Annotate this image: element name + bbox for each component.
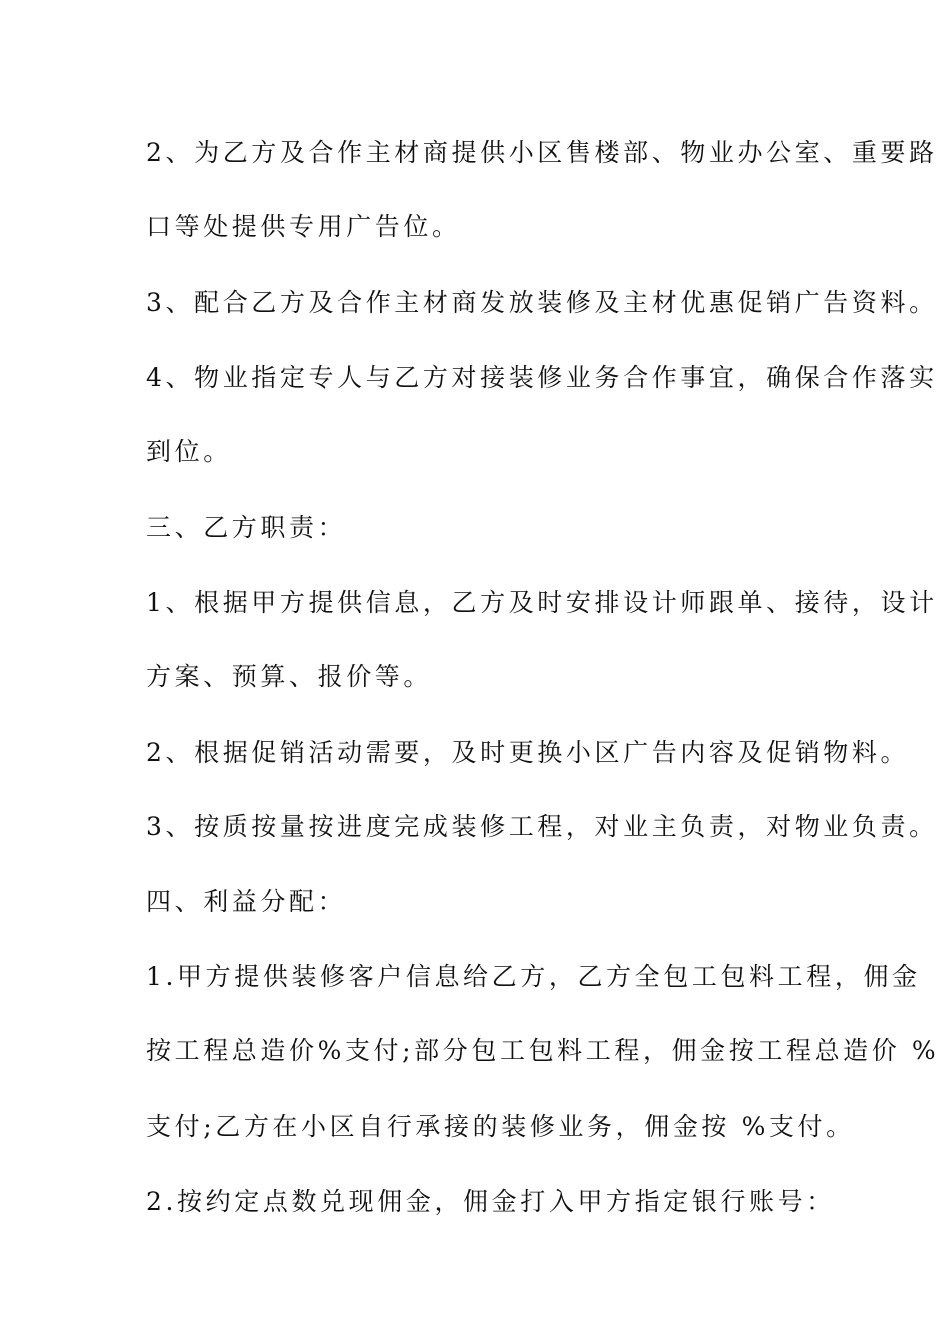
text-line-4: 4、物业指定专人与乙方对接装修业务合作事宜，确保合作落实: [146, 363, 938, 392]
text-line-10: 3、按质按量按进度完成装修工程，对业主负责，对物业负责。: [146, 812, 938, 841]
text-line-14: 支付;乙方在小区自行承接的装修业务，佣金按 %支付。: [146, 1112, 855, 1141]
section-heading-party-b-duties: 三、乙方职责：: [146, 513, 347, 542]
text-line-13: 按工程总造价%支付;部分包工包料工程，佣金按工程总造价 %: [146, 1036, 940, 1065]
text-line-9: 2、根据促销活动需要，及时更换小区广告内容及促销物料。: [146, 738, 910, 767]
text-line-7: 1、根据甲方提供信息，乙方及时安排设计师跟单、接待，设计: [146, 588, 938, 617]
section-heading-profit-distribution: 四、利益分配：: [146, 887, 347, 916]
text-line-5: 到位。: [146, 437, 232, 466]
text-line-3: 3、配合乙方及合作主材商发放装修及主材优惠促销广告资料。: [146, 288, 938, 317]
text-line-8: 方案、预算、报价等。: [146, 662, 433, 691]
text-line-2: 口等处提供专用广告位。: [146, 212, 461, 241]
text-line-12: 1.甲方提供装修客户信息给乙方，乙方全包工包料工程，佣金: [146, 962, 921, 991]
text-line-15: 2.按约定点数兑现佣金，佣金打入甲方指定银行账号：: [146, 1187, 835, 1216]
text-line-1: 2、为乙方及合作主材商提供小区售楼部、物业办公室、重要路: [146, 138, 938, 167]
